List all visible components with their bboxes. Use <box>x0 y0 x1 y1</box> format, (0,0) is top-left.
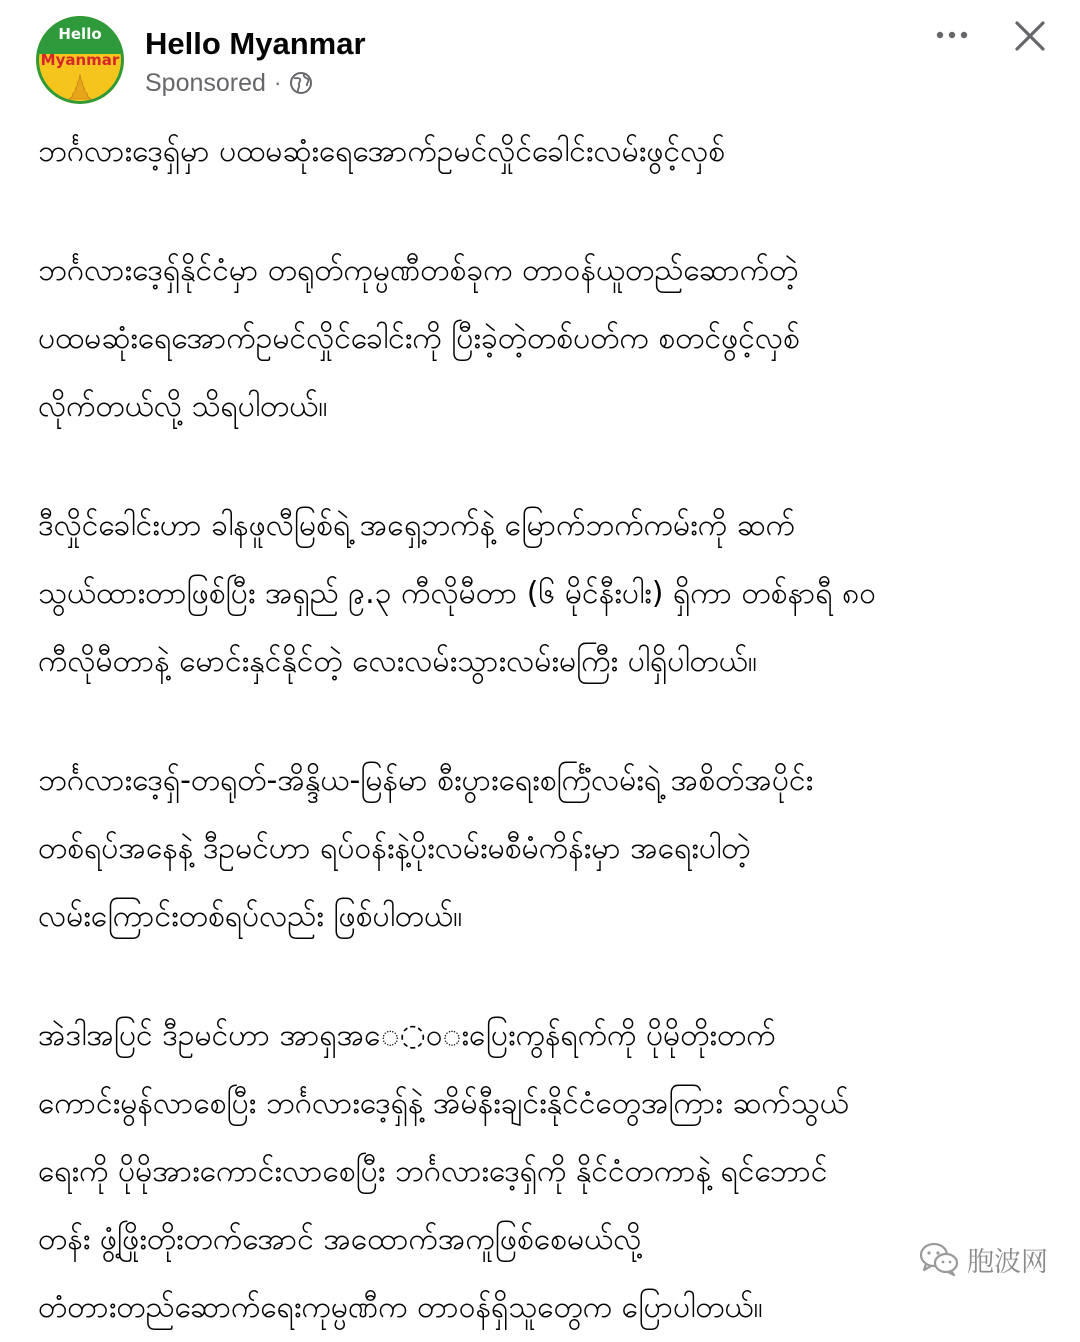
more-options-icon[interactable] <box>928 20 976 50</box>
globe-icon[interactable] <box>289 71 313 95</box>
post-line: တန်း ဖွံ့ဖြိုးတိုးတက်အောင် အထောက်အကူဖြစ်စေမယ်လို့ <box>38 1222 642 1257</box>
post-line: သွယ်ထားတာဖြစ်ပြီး အရှည် ၉.၃ ကီလိုမီတာ (၆ မိုင်နီးပါး) ရှိကာ တစ်နာရီ ၈၀ <box>38 576 877 611</box>
post-line: ဘင်္ဂလားဒေ့ရှ်-တရုတ်-အိန္ဒိယ-မြန်မာ စီးပွားရေးစင်္ကြံလမ်းရဲ့ အစိတ်အပိုင်း <box>38 763 814 798</box>
post-line: ကီလိုမီတာနဲ့ မောင်းနှင်နိုင်တဲ့ လေးလမ်းသွားလမ်းမကြီး ပါရှိပါတယ်။ <box>38 644 757 679</box>
watermark-text: 胞波网 <box>967 1246 1048 1278</box>
post-line: ရေးကို ပိုမိုအားကောင်းလာစေပြီး ဘင်္ဂလားဒေ့ရှ်ကို နိုင်ငံတကာနဲ့ ရင်ဘောင် <box>38 1154 828 1189</box>
post-line: လိုက်တယ်လို့ သိရပါတယ်။ <box>38 389 328 424</box>
post-meta <box>145 68 313 98</box>
meta-separator: · <box>273 70 282 95</box>
watermark <box>915 1232 1054 1286</box>
close-icon[interactable] <box>1008 14 1052 58</box>
sponsored-label[interactable]: Sponsored <box>145 68 266 97</box>
post-line: အဲဒါအပြင် ဒီဥမင်ဟာ အာရှအ◌ေ◌ဝ◌းပြေးကွန်ရက်ကို ပိုမိုတိုးတက် <box>38 1018 776 1053</box>
post-paragraph <box>38 237 1048 441</box>
post-line: ဘင်္ဂလားဒေ့ရှ်နိုင်ငံမှာ တရုတ်ကုမ္ပဏီတစ်ခုက တာဝန်ယူတည်ဆောက်တဲ့ <box>38 253 799 288</box>
post-header <box>0 0 1080 118</box>
wechat-icon <box>919 1242 959 1276</box>
post-line: တစ်ရပ်အနေနဲ့ ဒီဥမင်ဟာ ရပ်ဝန်းနဲ့ပိုးလမ်းမစီမံကိန်းမှာ အရေးပါတဲ့ <box>38 831 751 866</box>
page-avatar[interactable] <box>36 16 124 104</box>
post-text <box>38 118 1048 1342</box>
post-line: လမ်းကြောင်းတစ်ရပ်လည်း ဖြစ်ပါတယ်။ <box>38 899 463 934</box>
avatar-logo-myanmar: Myanmar <box>40 51 120 69</box>
post-paragraph <box>38 1002 1048 1342</box>
avatar-logo-hello: Hello <box>58 25 102 43</box>
post-paragraph <box>38 492 1048 696</box>
page-name[interactable]: Hello Myanmar <box>145 26 366 61</box>
post-line: ပထမဆုံးရေအောက်ဥမင်လှိုင်ခေါင်းကို ပြီးခဲ့တဲ့တစ်ပတ်က စတင်ဖွင့်လှစ် <box>38 321 800 356</box>
pagoda-icon <box>68 74 92 100</box>
post-paragraph <box>38 747 1048 951</box>
post-line: ဘင်္ဂလားဒေ့ရှ်မှာ ပထမဆုံးရေအောက်ဥမင်လှိုင်ခေါင်းလမ်းဖွင့်လှစ် <box>38 134 726 169</box>
post-line: ကောင်းမွန်လာစေပြီး ဘင်္ဂလားဒေ့ရှ်နဲ့ အိမ်နီးချင်းနိုင်ငံတွေအကြား ဆက်သွယ် <box>38 1086 849 1121</box>
post-line: တံတားတည်ဆောက်ရေးကုမ္ပဏီက တာဝန်ရှိသူတွေက ပြောပါတယ်။ <box>38 1290 763 1325</box>
post-line: ဒီလှိုင်ခေါင်းဟာ ခါနဖူလီမြစ်ရဲ့ အရှေ့ဘက်နဲ့ မြောက်ဘက်ကမ်းကို ဆက် <box>38 508 796 543</box>
post-headline <box>38 118 1048 186</box>
